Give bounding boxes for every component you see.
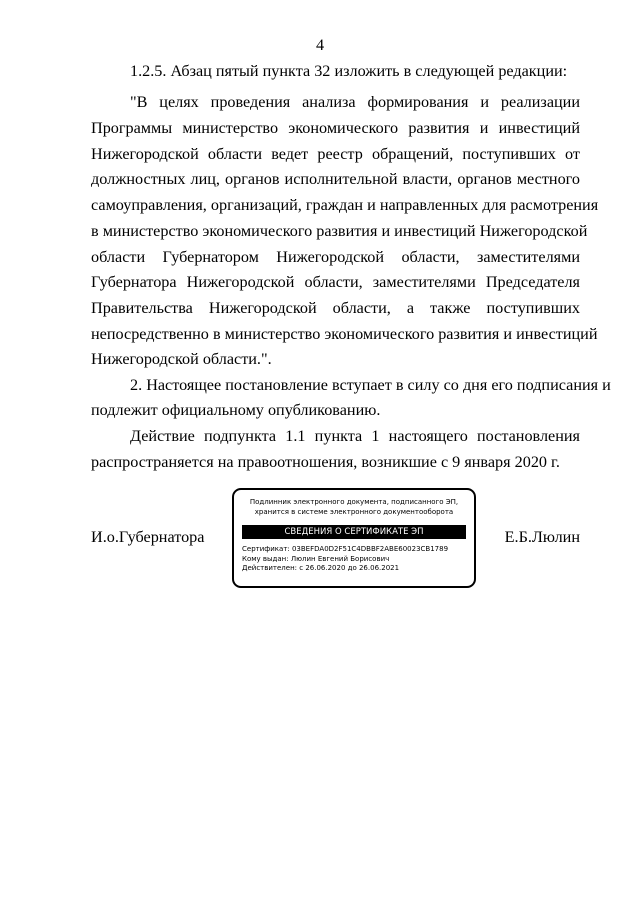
paragraph-line: Нижегородской области.". xyxy=(91,350,272,368)
paragraph-line: "В целях проведения анализа формирования и реализации xyxy=(130,93,580,111)
stamp-validity: Действителен: с 26.06.2020 до 26.06.2021 xyxy=(242,564,400,572)
signatory-name: Е.Б.Люлин xyxy=(504,528,580,546)
paragraph-line: Программы министерство экономического развития и инвестиций xyxy=(91,119,580,137)
stamp-certificate: Сертификат: 03BEFDA0D2F51C4DBBF2ABE60023CB1789 xyxy=(242,545,449,553)
paragraph-line: распространяется на правоотношения, возникшие с 9 января 2020 г. xyxy=(91,453,560,471)
paragraph-line: Губернатора Нижегородской области, заместителями Председателя xyxy=(91,273,580,291)
paragraph-line: Действие подпункта 1.1 пункта 1 настоящего постановления xyxy=(130,427,580,445)
paragraph-line: Правительства Нижегородской области, а также поступивших xyxy=(91,299,580,317)
paragraph-line: в министерство экономического развития и инвестиций Нижегородской xyxy=(91,222,588,240)
signatory-position: И.о.Губернатора xyxy=(91,528,205,546)
stamp-header-line: Подлинник электронного документа, подписанного ЭП, xyxy=(249,498,459,506)
paragraph-line: 2. Настоящее постановление вступает в силу со дня его подписания и xyxy=(130,376,611,394)
page-number: 4 xyxy=(315,36,325,54)
paragraph-line: непосредственно в министерство экономического развития и инвестиций xyxy=(91,325,598,343)
e-signature-stamp xyxy=(232,488,476,588)
paragraph-line: должностных лиц, органов исполнительной власти, органов местного xyxy=(91,170,580,188)
stamp-title: СВЕДЕНИЯ О СЕРТИФИКАТЕ ЭП xyxy=(242,525,466,539)
paragraph-line: Нижегородской области ведет реестр обращений, поступивших от xyxy=(91,145,580,163)
stamp-issued-to: Кому выдан: Люлин Евгений Борисович xyxy=(242,554,390,563)
paragraph-line: подлежит официальному опубликованию. xyxy=(91,401,381,419)
stamp-header xyxy=(234,497,474,517)
paragraph-line: 1.2.5. Абзац пятый пункта 32 изложить в следующей редакции: xyxy=(130,62,568,80)
stamp-header-line: хранится в системе электронного документооборота xyxy=(254,508,454,516)
paragraph-line: самоуправления, организаций, граждан и направленных для расмотрения xyxy=(91,196,599,214)
paragraph-line: области Губернатором Нижегородской области, заместителями xyxy=(91,248,580,266)
